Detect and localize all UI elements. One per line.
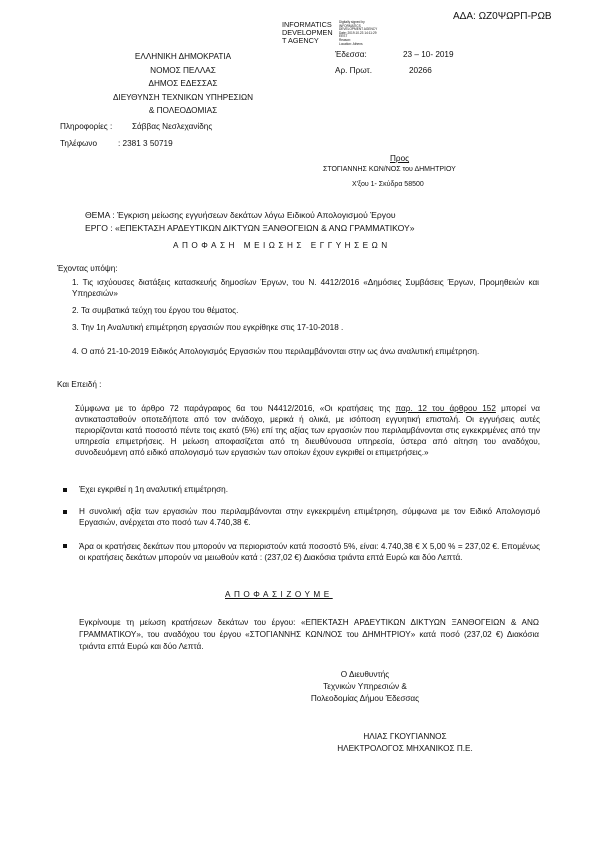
signatory-line: Τεχνικών Υπηρεσιών &	[323, 682, 407, 691]
stamp-details	[339, 21, 377, 46]
consideration-item: 4. Ο από 21-10-2019 Ειδικός Απολογισμός Εργασιών που περιλαμβάνονται στην ως άνω αναλυτική επιμέτρηση.	[72, 347, 480, 356]
header-line: ΔΙΕΥΘΥΝΣΗ ΤΕΧΝΙΚΩΝ ΥΠΗΡΕΣΙΩΝ	[112, 92, 254, 102]
consideration-item: 1. Τις ισχύουσες διατάξεις κατασκευής δημοσίων Έργων, του Ν. 4412/2016 «Δημόσιες Συμβάσεις Έργων, Προμηθειών και Υπηρεσιών»	[72, 278, 539, 298]
signatory-title: ΗΛΕΚΤΡΟΛΟΓΟΣ ΜΗΧΑΝΙΚΟΣ Π.Ε.	[337, 744, 473, 753]
protocol-label: Αρ. Πρωτ.	[335, 66, 373, 75]
reason-bullet: Άρα οι κρατήσεις δεκάτων που μπορούν να περιοριστούν κατά ποσοστό 5%, είναι: 4.740,38 € Χ 5,00 % = 237,02 €. Επομένως οι κρατήσεις δεκάτων μπορούν να μειωθούν κατά : (237,02 €) Διακόσια τριάντα επτά Ευρώ και δύο Λεπτά.	[79, 542, 540, 562]
law-reference-link[interactable]: παρ. 12 του άρθρου 152	[395, 404, 496, 413]
stamp-detail: DEVELOPMENT AGENCY	[339, 27, 378, 32]
decision-title: ΑΠΟΦΑΣΗ ΜΕΙΩΣΗΣ ΕΓΓΥΗΣΕΩΝ	[173, 241, 391, 250]
signatory-line: Πολεοδομίας Δήμου Έδεσσας	[310, 694, 420, 703]
resolution-title: ΑΠΟΦΑΣΙΖΟΥΜΕ	[225, 590, 333, 599]
protocol-value: 20266	[409, 66, 432, 75]
signatory-name-block	[290, 731, 520, 755]
header-line: & ΠΟΛΕΟΔΟΜΙΑΣ	[148, 106, 218, 115]
bullet-marker	[63, 488, 67, 492]
recipient-to: Προς	[390, 154, 410, 163]
because-label: Και Επειδή :	[57, 380, 102, 389]
stamp-detail: Reason:	[339, 37, 351, 42]
phone-label: Τηλέφωνο	[60, 139, 98, 148]
subject-thema: ΘΕΜΑ : Έγκριση μείωσης εγγυήσεων δεκάτων λόγω Ειδικού Απολογισμού Έργου	[85, 210, 396, 220]
signatory-line: Ο Διευθυντής	[340, 670, 390, 679]
stamp-detail: EEST	[339, 34, 348, 39]
header-line: ΝΟΜΟΣ ΠΕΛΛΑΣ	[150, 65, 216, 75]
info-value: Σάββας Νεσλεχανίδης	[132, 122, 213, 131]
issuer-header	[88, 50, 278, 118]
stamp-detail: Date: 2019.10.23 14:11:29	[339, 30, 377, 35]
reason-bullet: Η συνολική αξία των εργασιών που περιλαμβάνονται στην εγκεκριμένη επιμέτρηση, σύμφωνα με τον Ειδικό Απολογισμό Εργασιών, ανέρχεται στο ποσό των 4.740,38 €.	[79, 507, 540, 527]
decision-paragraph: Εγκρίνουμε τη μείωση κρατήσεων δεκάτων του έργου: «ΕΠΕΚΤΑΣΗ ΑΡΔΕΥΤΙΚΩΝ ΔΙΚΤΥΩΝ ΞΑΝΘΟΓΕΙΩΝ & ΑΝΩ ΓΡΑΜΜΑΤΙΚΟΥ», του αναδόχου του έργου «ΣΤΟΓΙΑΝΝΗΣ ΚΩΝ/ΝΟΣ του ΔΗΜΗΤΡΙΟΥ» κατά ποσό (237,02 €) Διακόσια τριάντα επτά Ευρώ και δύο Λεπτά.	[79, 618, 539, 651]
law-text: Σύμφωνα με το άρθρο 72 παράγραφος 6α του Ν4412/2016, «Οι κρατήσεις της	[75, 404, 396, 413]
signatory-name: ΗΛΙΑΣ ΓΚΟΥΓΙΑΝΝΟΣ	[363, 732, 447, 741]
signatory-role	[290, 669, 440, 705]
recipient-name: ΣΤΟΓΙΑΝΝΗΣ ΚΩΝ/ΝΟΣ του ΔΗΜΗΤΡΙΟΥ	[323, 166, 456, 173]
stamp-line: DEVELOPMEN	[282, 28, 333, 38]
law-text: μπορεί να αντικατασταθούν οποτεδήποτε από τον ανάδοχο, μερικά ή ολικά, με ισόποση εγγυητική επιστολή. Οι εγγυήσεις αυτές περιορίζονται κατά ποσοστό πέντε τοις εκατό (5%) επί της αξίας των εργασιών που περιλαμβάνονται στις εγκεκριμένες από την υπηρεσία επιμετρήσεις. Η μείωση αποφασίζεται από τη διευθύνουσα υπηρεσία, ύστερα από αίτηση του αναδόχου, συνοδευόμενη από ειδικό απολογισμό των εργασιών των οποίων έχουν εγκριθεί οι επιμετρήσεις.»	[75, 404, 541, 457]
consideration-item: 3. Την 1η Αναλυτική επιμέτρηση εργασιών που εγκρίθηκε στις 17-10-2018 .	[72, 323, 344, 332]
stamp-detail: Location: Athens	[339, 41, 363, 46]
date-value: 23 – 10- 2019	[403, 50, 454, 59]
date-label: Έδεσσα:	[335, 50, 367, 59]
info-label: Πληροφορίες :	[60, 122, 113, 131]
stamp-detail: Digitally signed by	[339, 20, 365, 24]
recipient-address: Χ'ξου 1- Σκύδρα 58500	[352, 181, 424, 188]
bullet-marker	[63, 544, 67, 548]
ada-code: ΑΔΑ: ΩΖ0ΨΩΡΠ-ΡΩΒ	[453, 11, 552, 22]
reason-bullet: Έχει εγκριθεί η 1η αναλυτική επιμέτρηση.	[79, 485, 229, 494]
stamp-line: INFORMATICS	[282, 20, 332, 29]
considering-label: Έχοντας υπόψη:	[57, 264, 118, 273]
stamp-detail: INFORMATICS	[339, 23, 361, 28]
stamp-line: T AGENCY	[282, 36, 319, 46]
bullet-marker	[63, 510, 67, 514]
signature-stamp	[282, 21, 333, 46]
consideration-item: 2. Τα συμβατικά τεύχη του έργου του θέματος.	[72, 306, 239, 315]
phone-value: : 2381 3 50719	[118, 139, 173, 148]
law-paragraph	[75, 403, 540, 458]
subject-ergo: ΕΡΓΟ : «ΕΠΕΚΤΑΣΗ ΑΡΔΕΥΤΙΚΩΝ ΔΙΚΤΥΩΝ ΞΑΝΘΟΓΕΙΩΝ & ΑΝΩ ΓΡΑΜΜΑΤΙΚΟΥ»	[85, 223, 415, 233]
header-line: ΕΛΛΗΝΙΚΗ ΔΗΜΟΚΡΑΤΙΑ	[134, 52, 232, 61]
header-line: ΔΗΜΟΣ ΕΔΕΣΣΑΣ	[148, 79, 218, 88]
